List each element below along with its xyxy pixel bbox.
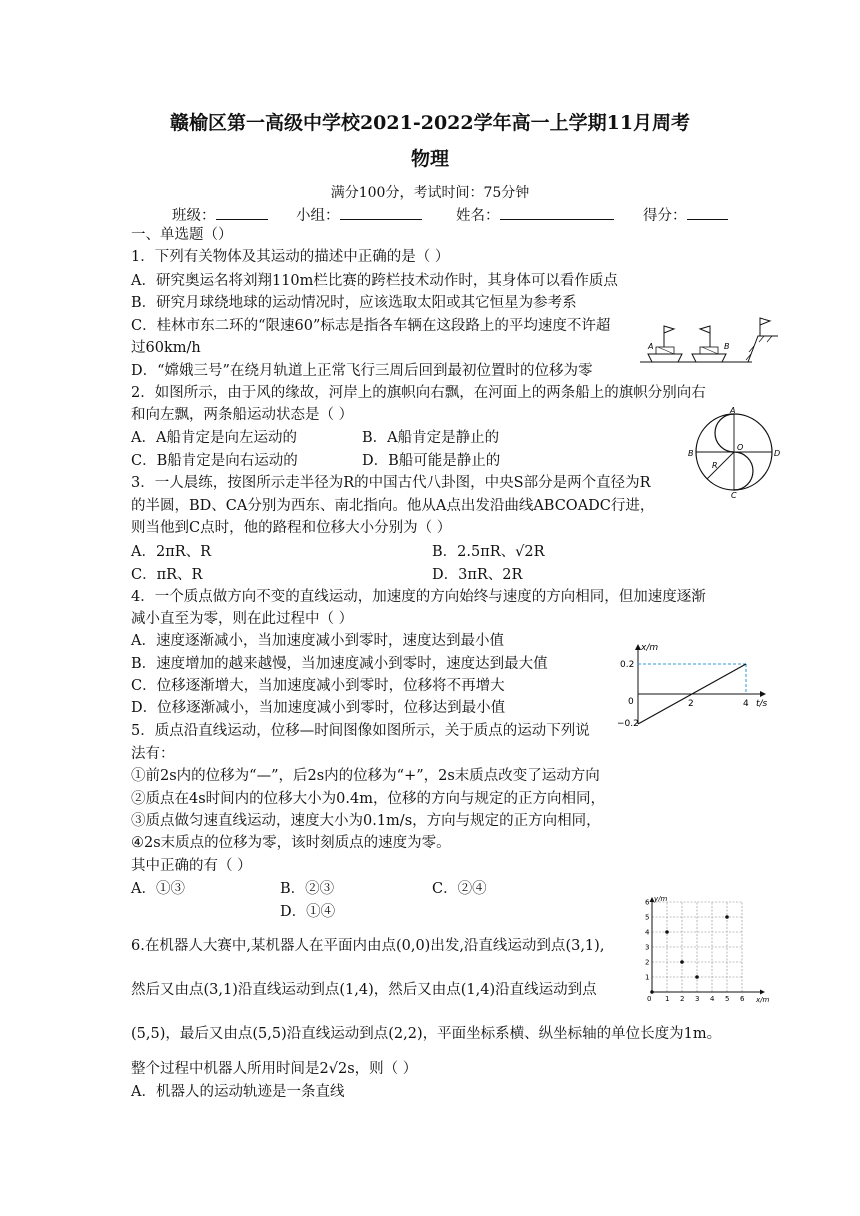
grid-xtick-label: 1: [665, 995, 670, 1003]
grid-ytick-label: 4: [645, 928, 650, 937]
q2-option-b: B．A船肯定是静止的: [362, 430, 500, 446]
grid-tick-labels: [645, 899, 745, 1004]
grid-points: [650, 915, 729, 994]
q1-option-a: A．研究奥运名将刘翔110m栏比赛的跨栏技术动作时，其身体可以看作质点: [131, 273, 618, 289]
class-field: [172, 205, 268, 225]
q6-text-4a: 整个过程中机器人所用时间是: [131, 1061, 320, 1077]
xt-xtick-4: 4: [743, 699, 749, 709]
q6-text-3a: ，最后又由点: [165, 1026, 253, 1042]
q6-text-1a: 6.在机器人大赛中,某机器人在平面内由点: [131, 938, 396, 954]
grid-xtick-label: 5: [725, 995, 730, 1003]
q6-text-3b: 沿直线运动到点: [286, 1026, 389, 1042]
q3-stem-line3: 则当他到C点时，他的路程和位移大小分别为（ ）: [131, 520, 452, 536]
grid-point: [665, 930, 669, 934]
grid-ylabel: y/m: [654, 895, 668, 903]
q5-statement-3: ③质点做匀速直线运动，速度大小为0.1m/s，方向与规定的正方向相同，: [131, 813, 601, 829]
bagua-label-r: R: [712, 461, 718, 470]
bagua-label-b: B: [688, 449, 694, 458]
q5-question: 其中正确的有（ ）: [131, 858, 252, 874]
q5-option-b: B．②③: [280, 881, 335, 897]
xt-xlabel: t/s: [756, 699, 768, 709]
q6-text-3c: ，平面坐标系横、纵坐标轴的单位长度为: [422, 1026, 684, 1042]
q6-text-1c: ,: [599, 938, 605, 954]
q1-option-d: D．“嫦娥三号”在绕月轨道上正常飞行三周后回到最初位置时的位移为零: [131, 363, 593, 379]
class-blank: [216, 205, 268, 220]
q3-stem-line2: 的半圆，BD、CA分别为西东、南北指向。他从A点出发沿曲线ABCOADC行进，: [131, 498, 655, 514]
xt-origin: 0: [628, 697, 634, 707]
exam-meta: 满分100分，考试时间：75分钟: [330, 185, 530, 201]
grid-point: [650, 990, 654, 994]
grid-point: [695, 975, 699, 979]
q1-option-c-line1: C．桂林市东二环的“限速60”标志是指各车辆在这段路上的平均速度不许超: [131, 318, 611, 334]
bagua-figure: [688, 406, 782, 498]
q1-option-c-line2: 过60km/h: [131, 340, 201, 356]
group-field: [296, 205, 422, 225]
q2-option-d: D．B船可能是静止的: [362, 453, 501, 469]
q5-statement-1: ①前2s内的位移为“—”，后2s内的位移为“+”，2s末质点改变了运动方向: [131, 768, 600, 784]
xt-ytick-pos: 0.2: [620, 660, 635, 670]
xt-ylabel: x/m: [641, 643, 659, 653]
boat-b-label: B: [724, 342, 730, 351]
q5-option-c: C．②④: [432, 881, 487, 897]
q6-point-22: (2,2): [388, 1026, 423, 1042]
q6-text-4b: ，则（ ）: [354, 1061, 418, 1077]
grid-xlabel: x/m: [756, 996, 770, 1004]
xt-graph: [614, 640, 774, 736]
q3-option-b: B．2.5πR、√2R: [432, 544, 545, 560]
q1-option-b: B．研究月球绕地球的运动情况时，应该选取太阳或其它恒星为参考系: [131, 295, 577, 311]
group-blank: [340, 205, 422, 220]
grid-ytick-label: 6: [645, 898, 650, 907]
grid-point: [725, 915, 729, 919]
exam-subject: 物理: [410, 148, 449, 170]
q6-text-2d: 沿直线运动到点: [495, 982, 597, 998]
q4-option-c: C．位移逐渐增大，当加速度减小到零时，位移将不再增大: [131, 678, 505, 694]
class-label: 班级：: [172, 208, 216, 224]
bagua-label-c: C: [731, 491, 737, 498]
q6-point-31b: (3,1): [203, 982, 238, 998]
q2-stem-line2: 和向左飘，两条船运动状态是（ ）: [131, 407, 354, 423]
bagua-label-o: O: [737, 443, 744, 452]
exam-title: 赣榆区第一高级中学校2021-2022学年高一上学期11月周考: [169, 112, 691, 134]
grid-origin: 0: [647, 995, 652, 1003]
q5-option-a: A．①③: [131, 881, 185, 897]
q4-option-d: D．位移逐渐减小，当加速度减小到零时，位移达到最小值: [131, 700, 506, 716]
q5-stem-line1: 5．质点沿直线运动，位移—时间图像如图所示，关于质点的运动下列说: [131, 723, 590, 739]
grid-ytick-label: 5: [645, 913, 650, 922]
q5-statement-2: ②质点在4s时间内的位移大小为0.4m，位移的方向与规定的正方向相同，: [131, 791, 605, 807]
q4-option-a: A．速度逐渐减小，当加速度减小到零时，速度达到最小值: [131, 633, 504, 649]
grid-xtick-label: 2: [680, 995, 685, 1003]
grid-xtick-label: 6: [740, 995, 745, 1003]
xt-ytick-neg: −0.2: [617, 719, 639, 729]
q6-text-2c: ，然后又由点: [373, 982, 461, 998]
q6-text-2a: 然后又由点: [131, 982, 204, 998]
grid-ytick-label: 2: [645, 958, 650, 967]
q4-option-b: B．速度增加的越来越慢，当加速度减小到零时，速度达到最大值: [131, 656, 548, 672]
score-field: [643, 205, 728, 225]
grid-xtick-label: 3: [695, 995, 700, 1003]
q6-point-55: (5,5): [131, 1026, 166, 1042]
grid-ytick-label: 1: [645, 973, 650, 982]
boat-a-label: A: [648, 342, 654, 351]
q6-unit: 1m: [683, 1026, 707, 1042]
q6-time: 2√2s: [319, 1061, 355, 1077]
xt-xtick-2: 2: [688, 699, 694, 709]
grid-point: [680, 960, 684, 964]
score-blank: [687, 205, 728, 220]
q4-stem-line2: 减小直至为零，则在此过程中（ ）: [131, 611, 354, 627]
q6-text-2b: 沿直线运动到点: [237, 982, 340, 998]
coordinate-grid-figure: [636, 894, 774, 1004]
bagua-label-d: D: [774, 449, 781, 458]
q6-line2: [131, 981, 597, 999]
q2-option-a: A．A船肯定是向左运动的: [131, 430, 297, 446]
q6-line3: [131, 1025, 721, 1043]
grid-xtick-label: 4: [710, 995, 715, 1003]
q6-line1: [131, 937, 604, 955]
q4-stem-line1: 4．一个质点做方向不变的直线运动，加速度的方向始终与速度的方向相同，但加速度逐渐: [131, 589, 706, 605]
q6-line4: [131, 1060, 417, 1078]
q6-text-3d: 。: [706, 1026, 722, 1042]
q2-stem-line1: 2．如图所示，由于风的缘故，河岸上的旗帜向右飘，在河面上的两条船上的旗帜分别向右: [131, 385, 706, 401]
q6-point-31: (3,1): [565, 938, 600, 954]
score-label: 得分：: [643, 208, 687, 224]
q6-text-1b: 出发,沿直线运动到点: [430, 938, 566, 954]
q6-point-14b: (1,4): [460, 982, 496, 998]
q5-option-d: D．①④: [280, 904, 336, 920]
grid-ytick-label: 3: [645, 943, 650, 952]
q1-stem: 1．下列有关物体及其运动的描述中正确的是（ ）: [131, 249, 450, 265]
bagua-label-a: A: [730, 406, 736, 415]
group-label: 小组：: [296, 208, 340, 224]
q3-option-d: D．3πR、2R: [432, 567, 523, 583]
q5-stem-line2: 法有：: [131, 746, 175, 762]
section-heading: 一、单选题（）: [131, 227, 233, 243]
q3-stem-line1: 3．一人晨练，按图所示走半径为R的中国古代八卦图，中央S部分是两个直径为R: [131, 475, 651, 491]
name-label: 姓名：: [456, 208, 500, 224]
q3-option-a: A．2πR、R: [131, 544, 212, 560]
q3-option-c: C．πR、R: [131, 567, 203, 583]
q6-option-a: A．机器人的运动轨迹是一条直线: [131, 1084, 345, 1100]
name-field: [456, 205, 614, 225]
q6-point-55b: (5,5): [252, 1026, 287, 1042]
q6-point-00: (0,0): [395, 938, 431, 954]
boats-figure: [640, 316, 780, 372]
q6-point-14: (1,4): [339, 982, 374, 998]
q2-option-c: C．B船肯定是向右运动的: [131, 453, 298, 469]
q5-statement-4: ④2s末质点的位移为零，该时刻质点的速度为零。: [131, 835, 451, 851]
name-blank: [500, 205, 614, 220]
